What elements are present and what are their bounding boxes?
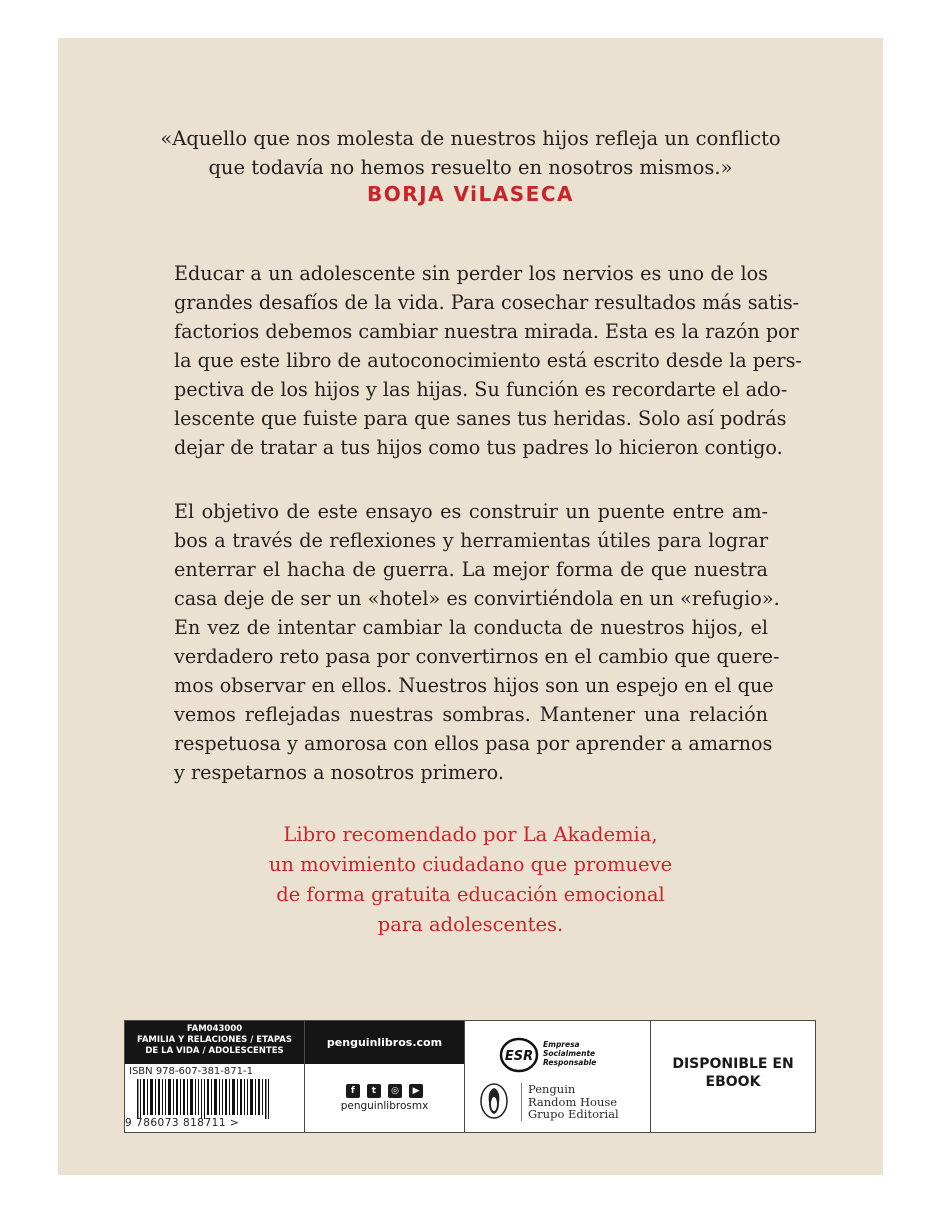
promo-line: un movimiento ciudadano que promueve (268, 853, 673, 876)
ebook-availability (651, 1055, 815, 1091)
category-line: FAMILIA Y RELACIONES / ETAPAS (137, 1035, 292, 1045)
category-code: FAM043000 (186, 1024, 243, 1034)
barcode-digits: 9 786073 818711 > (125, 1117, 240, 1129)
youtube-icon[interactable]: ▶ (409, 1084, 423, 1098)
isbn-number: ISBN 978-607-381-871-1 (129, 1066, 253, 1077)
social-icons (305, 1080, 464, 1099)
facebook-icon[interactable]: f (346, 1084, 360, 1098)
category-box (125, 1021, 304, 1064)
esr-line: Responsable (543, 1058, 597, 1067)
promo-line: de forma gratuita educación emocional (276, 883, 665, 906)
paragraph-line: pectiva de los hijos y las hijas. Su función es recordarte el ado- (174, 378, 788, 401)
paragraph-line: casa deje de ser un «hotel» es convirtiéndola en un «refugio». (174, 587, 780, 610)
synopsis-paragraph-1 (174, 259, 802, 462)
paragraph-line: y respetarnos a nosotros primero. (174, 761, 504, 784)
publisher-line: Random House (528, 1094, 618, 1109)
paragraph-line: mos observar en ellos. Nuestros hijos son un espejo en el que (174, 674, 774, 697)
paragraph-line: bos a través de reflexiones y herramientas útiles para lograr (174, 529, 768, 552)
publisher-line: Penguin (528, 1082, 576, 1096)
isbn-cell (125, 1021, 305, 1132)
paragraph-line: enterrar el hacha de guerra. La mejor forma de que nuestra (174, 558, 768, 581)
paragraph-line: grandes desafíos de la vida. Para cosechar resultados más satis- (174, 291, 800, 314)
synopsis-paragraph-2 (174, 497, 780, 787)
penguin-random-house-logo (477, 1081, 642, 1129)
publisher-info-strip (124, 1020, 816, 1133)
web-cell (305, 1021, 465, 1132)
paragraph-line: respetuosa y amorosa con ellos pasa por aprender a amarnos (174, 732, 773, 755)
paragraph-line: verdadero reto pasa por convertirnos en el cambio que quere- (174, 645, 780, 668)
paragraph-line: factorios debemos cambiar nuestra mirada. Esta es la razón por (174, 320, 799, 343)
social-handle: penguinlibrosmx (340, 1100, 429, 1112)
ebook-line: EBOOK (705, 1074, 761, 1090)
paragraph-line: lescente que fuiste para que sanes tus heridas. Solo así podrás (174, 407, 787, 430)
paragraph-line: la que este libro de autoconocimiento está escrito desde la pers- (174, 349, 802, 372)
paragraph-line: El objetivo de este ensayo es construir un puente entre am- (174, 500, 768, 523)
publisher-cell (465, 1021, 651, 1132)
esr-logo (499, 1035, 629, 1075)
publisher-name (521, 1083, 619, 1121)
ebook-cell (651, 1021, 815, 1132)
esr-line: Socialmente (543, 1049, 596, 1058)
promo-line: Libro recomendado por La Akademia, (283, 823, 658, 846)
quote-line: «Aquello que nos molesta de nuestros hijos refleja un conflicto (160, 127, 781, 150)
website-link[interactable]: penguinlibros.com (305, 1021, 464, 1064)
publisher-line: Grupo Editorial (528, 1107, 619, 1121)
barcode (131, 1079, 281, 1119)
esr-line: Empresa (543, 1040, 580, 1049)
quote-author: BORJA ViLASECA (367, 182, 574, 206)
category-line: DE LA VIDA / ADOLESCENTES (145, 1046, 284, 1056)
penguin-icon (477, 1081, 511, 1121)
paragraph-line: Educar a un adolescente sin perder los nervios es uno de los (174, 262, 768, 285)
quote-line: que todavía no hemos resuelto en nosotros mismos.» (208, 156, 733, 179)
instagram-icon[interactable]: ◎ (388, 1084, 402, 1098)
esr-badge-text: ESR (504, 1049, 534, 1064)
recommendation-note (58, 820, 883, 940)
paragraph-line: dejar de tratar a tus hijos como tus padres lo hicieron contigo. (174, 436, 783, 459)
paragraph-line: vemos reflejadas nuestras sombras. Mantener una relación (174, 703, 768, 726)
book-back-cover (58, 38, 883, 1175)
epigraph-quote (58, 124, 883, 182)
promo-line: para adolescentes. (377, 913, 564, 936)
paragraph-line: En vez de intentar cambiar la conducta de nuestros hijos, el (174, 616, 768, 639)
twitter-icon[interactable]: t (367, 1084, 381, 1098)
ebook-line: DISPONIBLE EN (672, 1056, 794, 1072)
